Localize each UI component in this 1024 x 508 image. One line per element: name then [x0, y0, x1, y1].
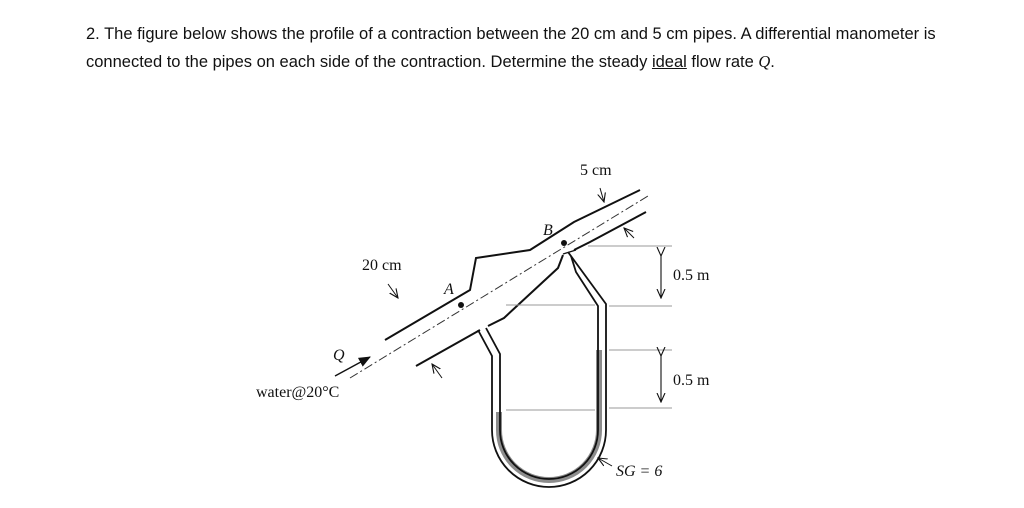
problem-end: .: [770, 53, 775, 71]
label-height-lower: 0.5 m: [673, 372, 710, 389]
problem-number: 2.: [86, 25, 100, 43]
ideal-emphasis: ideal: [651, 53, 687, 71]
label-20cm: 20 cm: [362, 257, 402, 274]
label-point-b: B: [543, 222, 553, 239]
label-fluid: water@20°C: [256, 384, 340, 401]
point-b-dot: [561, 240, 567, 246]
pointer-20cm-bottom: [432, 364, 442, 378]
pointer-sg: [598, 458, 612, 466]
manometer-fluid: [499, 350, 599, 480]
point-a-dot: [458, 302, 464, 308]
label-5cm: 5 cm: [580, 162, 612, 179]
pipe-upper-wall: [385, 190, 640, 340]
problem-text-2: flow rate: [691, 53, 754, 71]
label-height-upper: 0.5 m: [673, 267, 710, 284]
label-point-a: A: [444, 281, 454, 298]
label-sg: SG = 6: [616, 463, 663, 480]
pipe-lower-wall-contraction: [488, 255, 563, 326]
label-flow: Q: [333, 347, 345, 364]
pointer-5cm-top: [600, 188, 604, 202]
pointer-20cm: [388, 284, 398, 298]
problem-text-1: The figure below shows the profile of a contraction between the 20 cm and 5 cm pipes. A differential manometer is connected to the pipes on each side of the contraction. Determine the steady: [86, 25, 936, 71]
pipe-lower-wall-left: [416, 330, 480, 366]
pointer-5cm-bottom: [624, 228, 634, 238]
manometer-inner-wall: [486, 256, 598, 479]
flow-symbol: Q: [758, 52, 771, 71]
